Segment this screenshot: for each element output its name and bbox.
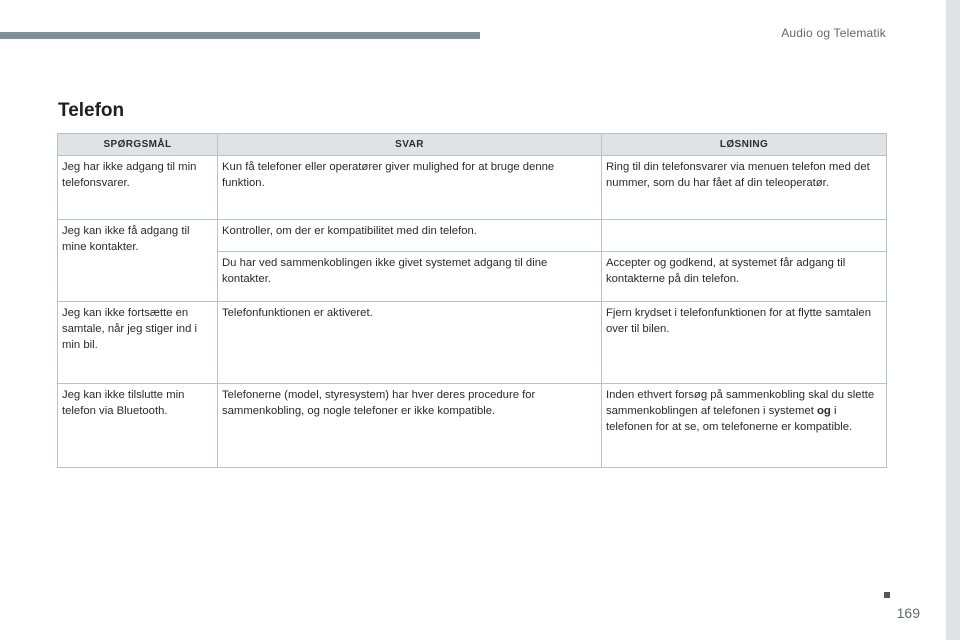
- question-cell: Jeg kan ikke tilslutte min telefon via Bluetooth.: [58, 384, 218, 468]
- answer-cell: Kontroller, om der er kompatibilitet med din telefon.: [218, 220, 602, 252]
- column-header-solution: LØSNING: [602, 134, 887, 156]
- column-header-question: SPØRGSMÅL: [58, 134, 218, 156]
- answer-cell: Kun få telefoner eller operatører giver mulighed for at bruge denne funktion.: [218, 156, 602, 220]
- table-row: [58, 384, 887, 468]
- solution-cell: Accepter og godkend, at systemet får adgang til kontakterne på din telefon.: [602, 252, 887, 302]
- header-rule: [0, 32, 480, 39]
- table-row: [58, 302, 887, 384]
- solution-emphasis: og: [817, 405, 831, 417]
- solution-text: i telefonen for at se, om telefonerne er kompatible.: [606, 405, 853, 433]
- page-edge-strip: [946, 0, 960, 640]
- table-row: [58, 220, 887, 252]
- table-header-row: [58, 134, 887, 156]
- page-marker: [884, 592, 890, 598]
- question-cell: Jeg har ikke adgang til min telefonsvarer.: [58, 156, 218, 220]
- faq-table: [57, 133, 887, 468]
- answer-cell: Du har ved sammenkoblingen ikke givet systemet adgang til dine kontakter.: [218, 252, 602, 302]
- question-cell: Jeg kan ikke få adgang til mine kontakter.: [58, 220, 218, 302]
- table-row: [58, 156, 887, 220]
- answer-cell: Telefonfunktionen er aktiveret.: [218, 302, 602, 384]
- question-cell: Jeg kan ikke fortsætte en samtale, når jeg stiger ind i min bil.: [58, 302, 218, 384]
- solution-cell: [602, 384, 887, 468]
- column-header-answer: SVAR: [218, 134, 602, 156]
- solution-cell: Fjern krydset i telefonfunktionen for at flytte samtalen over til bilen.: [602, 302, 887, 384]
- page-number: 169: [896, 605, 920, 621]
- solution-text: Inden ethvert forsøg på sammenkobling skal du slette sammenkoblingen af telefonen i systemet: [606, 389, 875, 417]
- solution-cell: [602, 220, 887, 252]
- answer-cell: Telefonerne (model, styresystem) har hver deres procedure for sammenkobling, og nogle telefoner er ikke kompatible.: [218, 384, 602, 468]
- chapter-title: Audio og Telematik: [781, 26, 886, 40]
- page-title: Telefon: [58, 100, 125, 121]
- solution-cell: Ring til din telefonsvarer via menuen telefon med det nummer, som du har fået af din teleoperatør.: [602, 156, 887, 220]
